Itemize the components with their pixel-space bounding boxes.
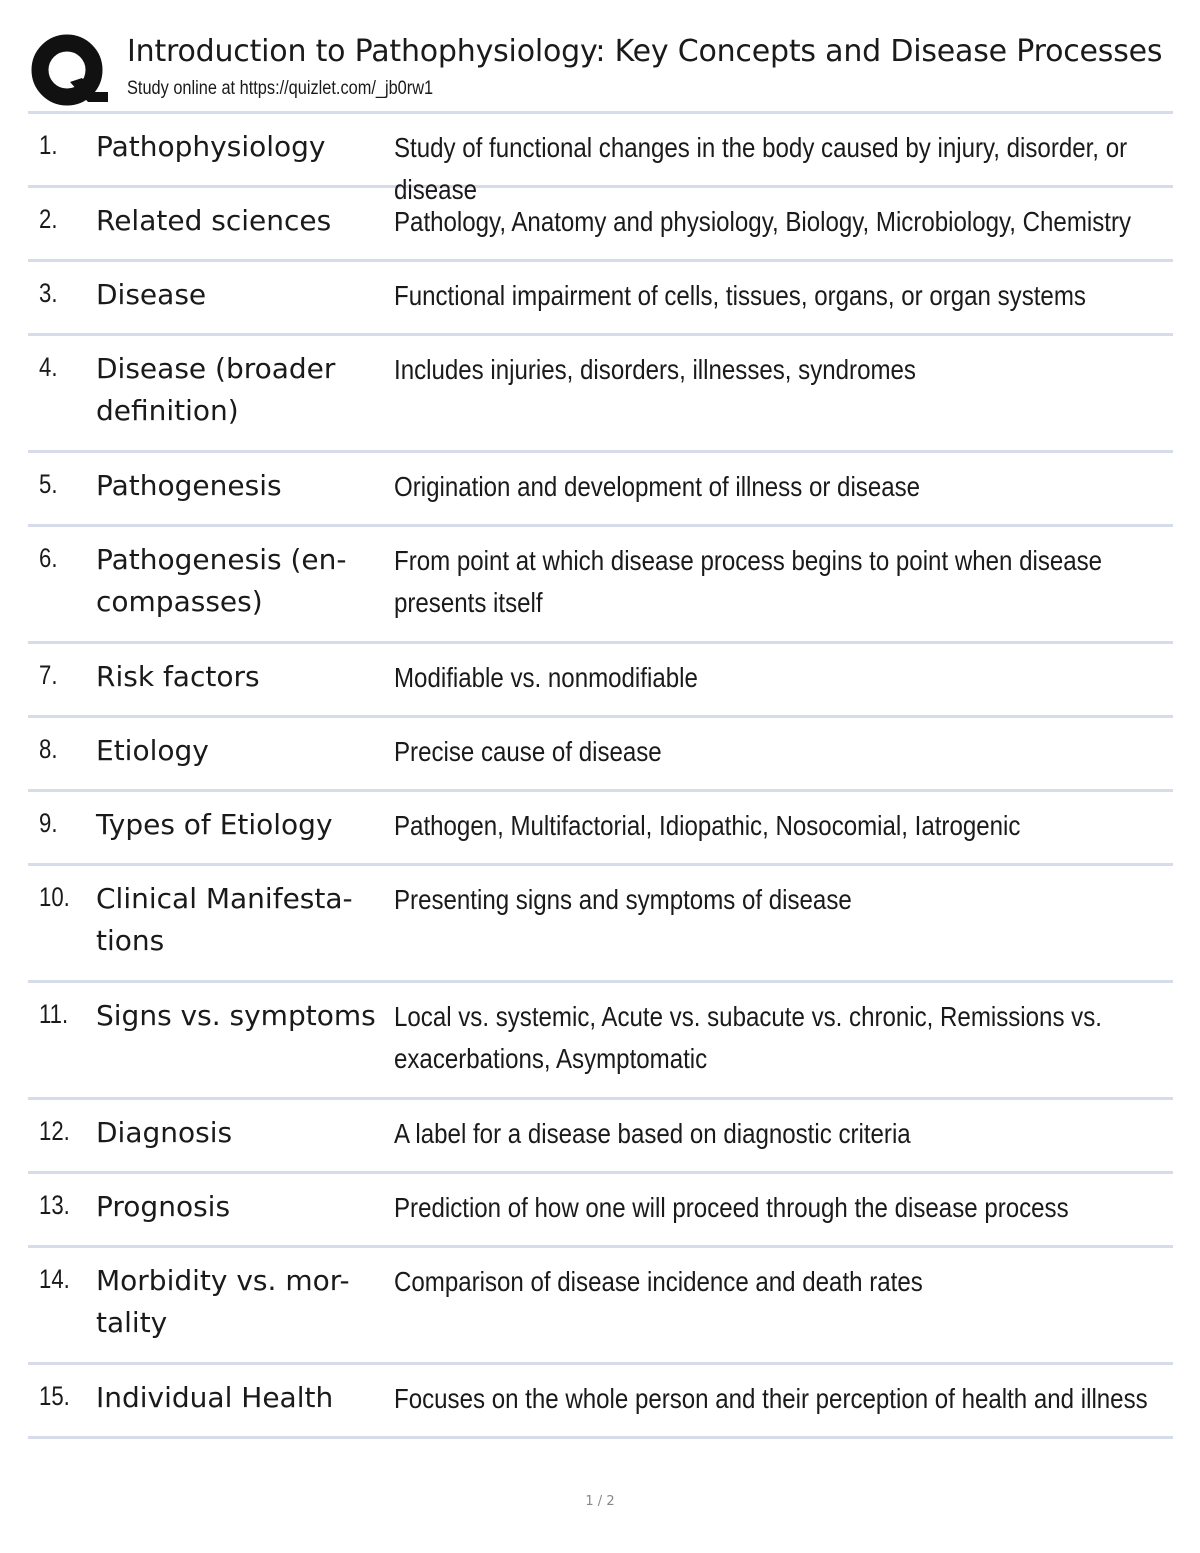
document-title: Introduction to Pathophysiology: Key Concepts and Disease Processes xyxy=(127,34,1163,69)
term-name: Prognosis xyxy=(96,1190,231,1223)
term-definition: Presenting signs and symptoms of disease xyxy=(394,884,852,915)
term-name: Related sciences xyxy=(96,204,332,237)
term-definition: Pathology, Anatomy and physiology, Biology, Microbiology, Chemistry xyxy=(394,206,1132,237)
term-definition: From point at which disease process begins to point when disease presents itself xyxy=(394,545,1103,618)
term-number: 4. xyxy=(39,352,58,382)
term-definition: Origination and development of illness or disease xyxy=(394,471,921,502)
term-definition: Includes injuries, disorders, illnesses, syndromes xyxy=(394,354,916,385)
term-row xyxy=(28,527,1173,644)
term-definition: Focuses on the whole person and their perception of health and illness xyxy=(394,1383,1148,1414)
term-number: 2. xyxy=(39,204,58,234)
term-number: 9. xyxy=(39,808,58,838)
term-number: 8. xyxy=(39,734,58,764)
term-name: Morbidity vs. mor- tality xyxy=(96,1264,350,1339)
term-number: 10. xyxy=(39,882,70,912)
terms-list xyxy=(28,114,1173,1439)
term-name: Pathophysiology xyxy=(96,130,326,163)
term-row xyxy=(28,453,1173,527)
term-name: Risk factors xyxy=(96,660,260,693)
term-number: 13. xyxy=(39,1190,70,1220)
term-name: Clinical Manifesta- tions xyxy=(96,882,353,957)
term-number: 6. xyxy=(39,543,58,573)
term-row xyxy=(28,792,1173,866)
term-name: Etiology xyxy=(96,734,209,767)
term-name: Signs vs. symptoms xyxy=(96,999,376,1032)
term-row xyxy=(28,1365,1173,1439)
document-header xyxy=(30,28,1175,110)
term-name: Diagnosis xyxy=(96,1116,233,1149)
term-definition: Pathogen, Multifactorial, Idiopathic, Nosocomial, Iatrogenic xyxy=(394,810,1021,841)
term-row xyxy=(28,262,1173,336)
term-row xyxy=(28,336,1173,453)
term-name: Disease xyxy=(96,278,207,311)
term-name: Disease (broader definition) xyxy=(96,352,336,427)
term-row xyxy=(28,866,1173,983)
term-row xyxy=(28,114,1173,205)
term-name: Pathogenesis xyxy=(96,469,282,502)
term-row xyxy=(28,188,1173,262)
page-indicator: 1 / 2 xyxy=(585,1494,615,1509)
term-name: Types of Etiology xyxy=(96,808,333,841)
term-number: 1. xyxy=(39,130,58,160)
term-number: 14. xyxy=(39,1264,70,1294)
term-row xyxy=(28,1248,1173,1365)
term-definition: Study of functional changes in the body caused by injury, disorder, or disease xyxy=(394,132,1128,205)
term-definition: Prediction of how one will proceed through the disease process xyxy=(394,1192,1069,1223)
term-row xyxy=(28,1100,1173,1174)
term-definition: Comparison of disease incidence and death rates xyxy=(394,1266,923,1297)
term-number: 7. xyxy=(39,660,58,690)
term-definition: Functional impairment of cells, tissues, organs, or organ systems xyxy=(394,280,1086,311)
term-definition: Local vs. systemic, Acute vs. subacute vs. chronic, Remissions vs. exacerbations, Asymptomatic xyxy=(394,1001,1102,1074)
term-number: 12. xyxy=(39,1116,70,1146)
term-number: 15. xyxy=(39,1381,70,1411)
term-row xyxy=(28,644,1173,718)
term-definition: A label for a disease based on diagnostic criteria xyxy=(394,1118,911,1149)
term-number: 3. xyxy=(39,278,58,308)
study-online-link[interactable]: Study online at https://quizlet.com/_jb0rw1 xyxy=(127,78,434,99)
term-row xyxy=(28,718,1173,792)
term-definition: Precise cause of disease xyxy=(394,736,662,767)
term-row xyxy=(28,983,1173,1100)
term-definition: Modifiable vs. nonmodifiable xyxy=(394,662,698,693)
term-name: Individual Health xyxy=(96,1381,334,1414)
quizlet-q-logo-icon xyxy=(30,32,108,110)
term-name: Pathogenesis (en- compasses) xyxy=(96,543,347,618)
term-row xyxy=(28,1174,1173,1248)
term-number: 5. xyxy=(39,469,58,499)
term-number: 11. xyxy=(39,999,69,1029)
